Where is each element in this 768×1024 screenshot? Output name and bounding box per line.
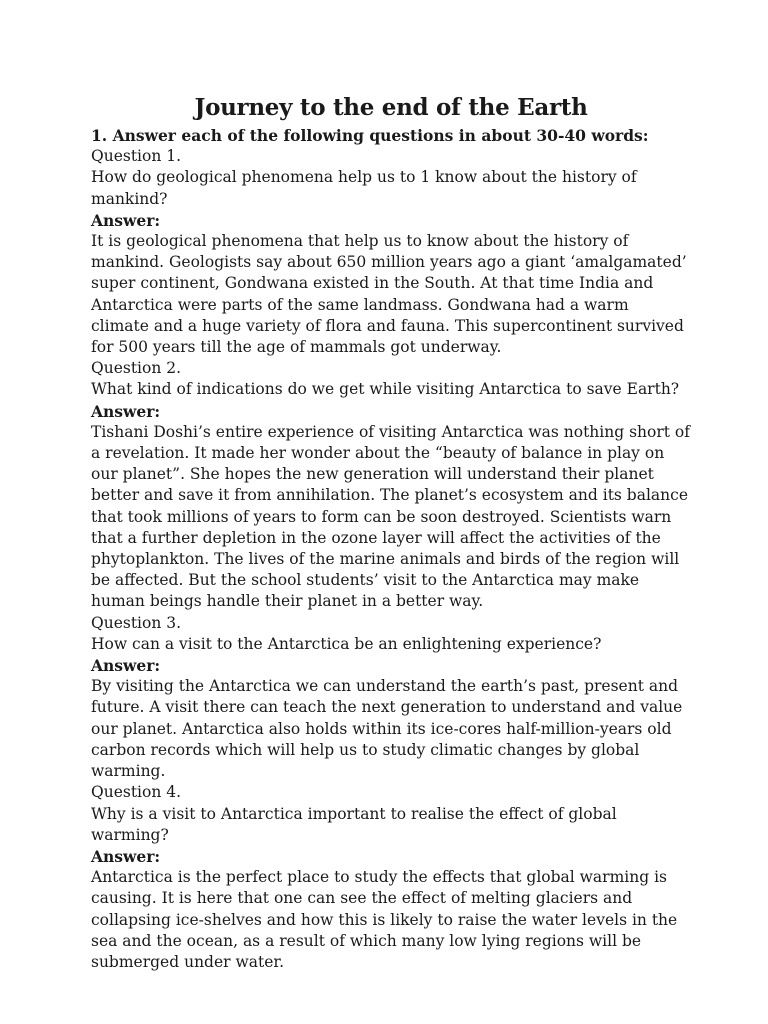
- answer-text: Antarctica is the perfect place to study the effects that global warming is causing. It is here that one can see the effect of melting glaciers and collapsing ice-shelves and how this is likely to raise the water levels in the sea and the ocean, as a result of which many low lying regions will be submerged under water.: [91, 868, 678, 971]
- document-page: [91, 92, 691, 973]
- question-text: What kind of indications do we get while visiting Antarctica to save Earth?: [91, 380, 680, 399]
- answer-label: Answer:: [91, 210, 161, 230]
- answer-label: Answer:: [91, 846, 161, 866]
- answer-text: It is geological phenomena that help us to know about the history of mankind. Geologists say about 650 million years ago a giant ‘amalgamated’ super continent, Gondwana existed in the South. At that time India and Antarctica were parts of the same landmass. Gondwana had a warm climate and a huge variety of flora and fauna. This supercontinent survived for 500 years till the age of mammals got underway.: [91, 232, 687, 357]
- answer-label: Answer:: [91, 401, 161, 421]
- answer-text: By visiting the Antarctica we can understand the earth’s past, present and future. A visit there can teach the next generation to understand and value our planet. Antarctica also holds within its ice-cores half-million-years old carbon records which will help us to study climatic changes by global warming.: [91, 677, 683, 781]
- instruction-text: 1. Answer each of the following questions in about 30-40 words:: [91, 126, 649, 145]
- document-title: Journey to the end of the Earth: [194, 94, 588, 121]
- question-label: Question 3.: [91, 613, 182, 632]
- question-block-3: [91, 613, 691, 783]
- answer-text: Tishani Doshi’s entire experience of visiting Antarctica was nothing short of a revelation. It made her wonder about the “beauty of balance in play on our planet”. She hopes the new generation will understand their planet better and save it from annihilation. The planet’s ecosystem and its balance that took millions of years to form can be soon destroyed. Scientists warn that a further depletion in the ozone layer will affect the activities of the phytoplankton. The lives of the marine animals and birds of the region will be affected. But the school students’ visit to the Antarctica may make human beings handle their planet in a better way.: [91, 422, 690, 611]
- question-text: How can a visit to the Antarctica be an enlightening experience?: [91, 634, 602, 653]
- question-block-4: [91, 782, 691, 973]
- question-label: Question 1.: [91, 147, 182, 166]
- question-block-1: [91, 146, 691, 358]
- question-block-2: [91, 358, 691, 612]
- question-label: Question 2.: [91, 359, 182, 378]
- question-text: How do geological phenomena help us to 1 know about the history of mankind?: [91, 168, 637, 208]
- question-label: Question 4.: [91, 783, 182, 802]
- answer-label: Answer:: [91, 656, 161, 676]
- question-text: Why is a visit to Antarctica important to realise the effect of global warming?: [91, 804, 617, 844]
